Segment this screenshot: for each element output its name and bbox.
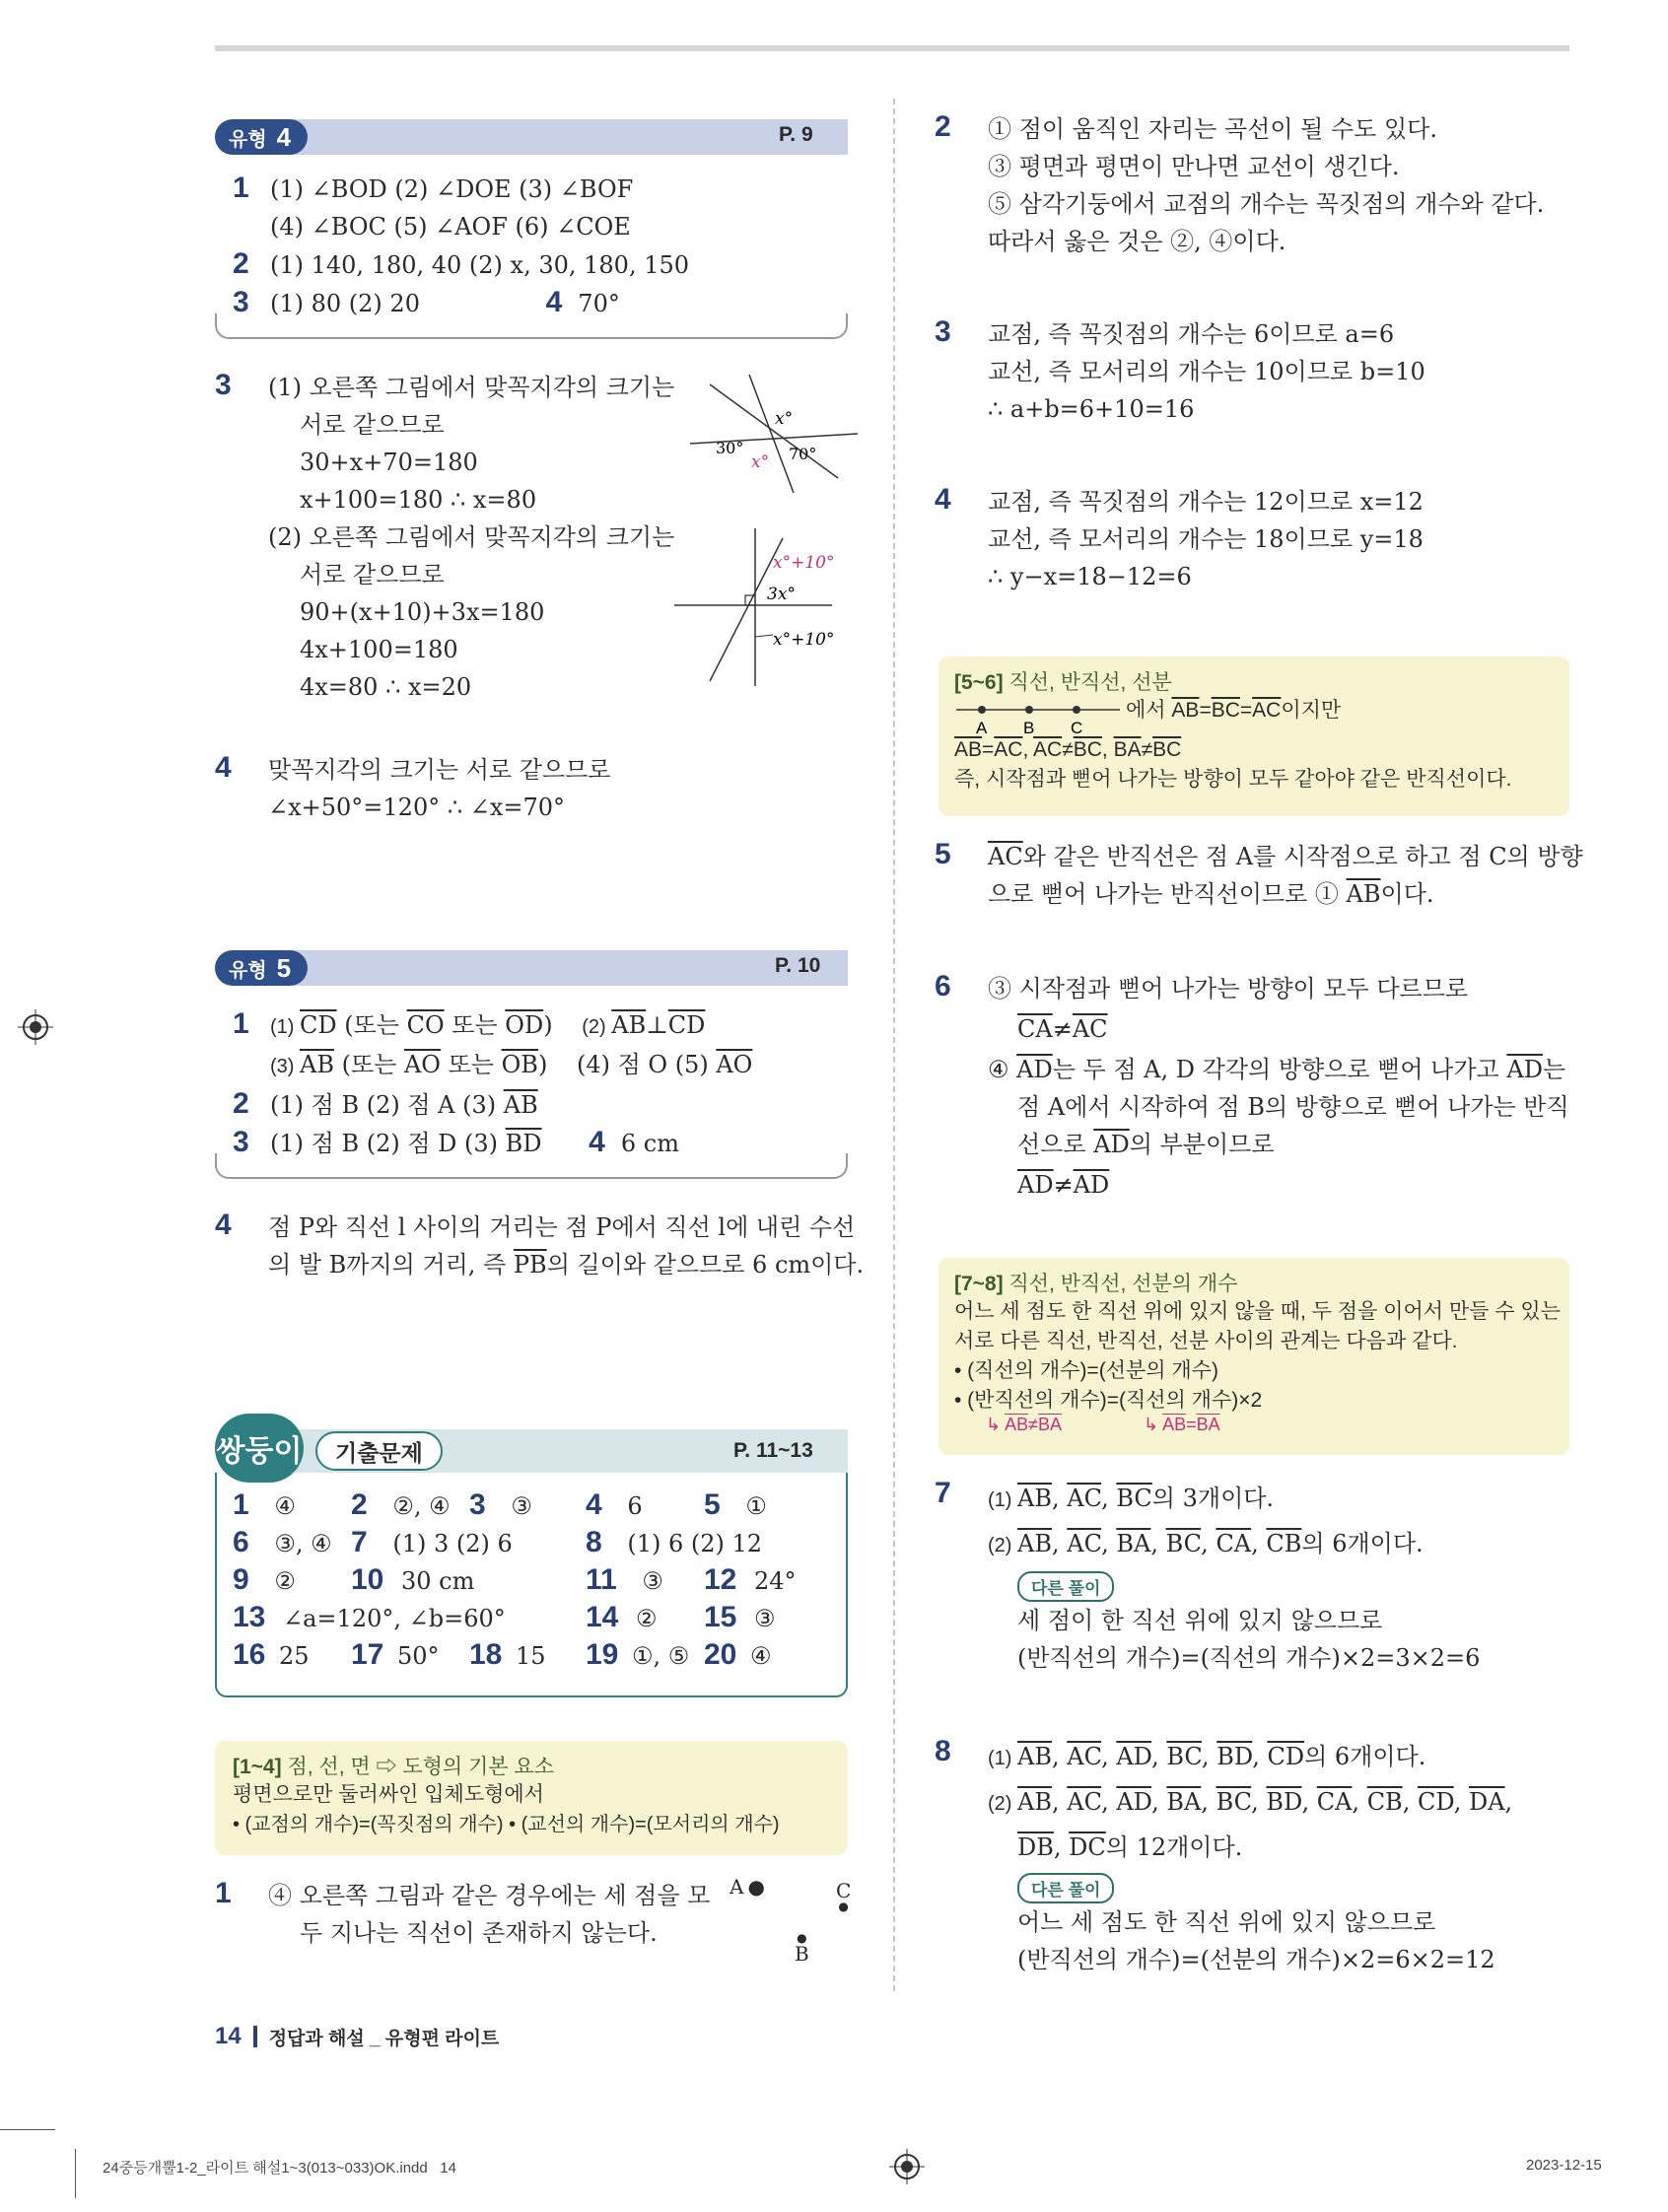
svg-text:B: B [1023,719,1035,735]
rsol3-number: 3 [935,315,951,348]
alt-solution-badge-7: 다른 풀이 [1017,1571,1114,1602]
fig2-label-x10-bottom: x°+10° [773,630,835,650]
type5-answers: 1 (1) $\overline{CD}$ (또는 $\overline{CO}$ 또는 $\overline{OD}$) (2) $\overline{AB}\perp\overline{CD}$ (3) $\overline{AB}$ (또는 $\overline{AO}$ 또는 $\overline{OB}$) (4) 점 O (5) $\overline{AO}$ 2 (1) 점 B (2) 점 A (3) $\overline{AB}$ 3 (1) 점 B (2) 점 D (3) $\overline{BD}$ 4 6 cm [233,1007,753,1158]
crop-mark-h [0,2129,55,2130]
angle-figure-2 [674,528,852,686]
column-divider [893,99,895,1991]
exam-row-4: 13 ∠a=120°, ∠b=60° 14 ② 15 ③ [233,1601,776,1633]
point-b: ● B [795,1931,809,1966]
top-rule [215,45,1569,51]
rsol8-number: 8 [935,1735,951,1767]
type5-tag: 유형 5 [215,950,308,986]
point-c: C ● [836,1879,852,1913]
print-date: 2023-12-15 [1526,2157,1602,2174]
fig2-label-x10-top: x°+10° [773,553,835,573]
rsol5-number: 5 [935,838,951,870]
exam-logo: 쌍둥이 [215,1414,304,1483]
rsol2-body: ① 점이 움직인 자리는 곡선이 될 수도 있다. ③ 평면과 평면이 만나면 교선이 생긴다. ⑤ 삼각기둥에서 교점의 개수는 꼭짓점의 개수와 같다. 따라서 옳은 것은 ②, ④이다. [988,115,1545,255]
fig2-label-3x: 3x° [767,585,796,604]
rsol7-number: 7 [935,1477,951,1509]
page-footer: 14 정답과 해설 _ 유형편 라이트 [215,2023,500,2049]
rsol4-body: 교점, 즉 꼭짓점의 개수는 12이므로 x=12 교선, 즉 모서리의 개수는 18이므로 y=18 ∴ y−x=18−12=6 [988,488,1424,590]
type5-bracket [215,1153,848,1179]
type4-tag: 유형 4 [215,119,308,155]
type4-bracket [215,313,848,339]
rsol5-body: $\overline{AC}$와 같은 반직선은 점 A를 시작점으로 하고 점 C의 방향 으로 뻗어 나가는 반직선이므로 ① $\overline{AB}$이다. [988,843,1583,908]
sol4-number: 4 [215,751,232,784]
registration-mark-left [18,1009,53,1045]
fig1-label-30: 30° [716,439,744,457]
rsol3-body: 교점, 즉 꼭짓점의 개수는 6이므로 a=6 교선, 즉 모서리의 개수는 10이므로 b=10 ∴ a+b=6+10=16 [988,320,1425,423]
sol4-body: 맞꼭지각의 크기는 서로 같으므로 ∠x+50°=120° ∴ ∠x=70° [268,756,611,821]
sol4b-number: 4 [215,1209,232,1241]
alt-solution-badge-8: 다른 풀이 [1017,1873,1114,1903]
exam-row-2: 6 ③, ④ 7 (1) 3 (2) 6 8 (1) 6 (2) 12 [233,1526,763,1558]
print-filename: 24중등개뿔1-2_라이트 해설1~3(013~033)OK.indd 14 [103,2160,456,2177]
exam-row-5: 16 25 17 50° 18 15 19 ①, ⑤ 20 ④ [233,1638,772,1671]
registration-mark-bottom [889,2149,925,2184]
type4-page: P. 9 [779,123,813,146]
type5-page: P. 10 [775,954,821,977]
type4-answers: 1 (1) ∠BOD (2) ∠DOE (3) ∠BOF (4) ∠BOC (5) ∠AOF (6) ∠COE 2 (1) 140, 180, 40 (2) x, 30, 180, 150 3 (1) 80 (2) 20 4 70° [233,172,690,318]
point-a: A ● [730,1875,765,1899]
sol3-number: 3 [215,369,232,401]
rsol8-body: (1) $\overline{AB}$, $\overline{AC}$, $\overline{AD}$, $\overline{BC}$, $\overline{BD}$, $\overline{CD}$의 6개이다. (2) $\overline{AB}$, $\overline{AC}$, $\overline{AD}$, $\overline{BA}$, $\overline{BC}$, $\overline{BD}$, $\overline{CA}$, $\overline{CB}$, $\overline{CD}$, $\overline{DA}$, $\overline{DB}$, $\overline{DC}$의 12개이다. 다른 풀이 어느 세 점도 한 직선 위에 있지 않으므로 (반직선의 개수)=(선분의 개수)×2=6×2=12 [988,1743,1513,1973]
rsol4-number: 4 [935,483,951,516]
exam-page: P. 11~13 [733,1439,813,1462]
fig1-label-x-top: x° [775,409,794,429]
sol1-number: 1 [215,1877,232,1909]
rsol2-number: 2 [935,110,951,143]
sol4b-body: 점 P와 직선 l 사이의 거리는 점 P에서 직선 l에 내린 수선 의 발 B까지의 거리, 즉 $\overline{PB}$의 길이와 같으므로 6 cm이다. [268,1213,865,1279]
exam-title: 기출문제 [315,1431,443,1471]
crop-mark-v [75,2149,76,2198]
type5-header [215,950,848,986]
svg-text:A: A [976,719,988,735]
svg-text:C: C [1071,719,1083,735]
rsol6-number: 6 [935,970,951,1002]
sol1-body: ④ 오른쪽 그림과 같은 경우에는 세 점을 모 두 지나는 직선이 존재하지 않는다. [268,1882,711,1947]
sol3-body: (1) 오른쪽 그림에서 맞꼭지각의 크기는 서로 같으므로 30+x+70=180 x+100=180 ∴ x=80 (2) 오른쪽 그림에서 맞꼭지각의 크기는 서로 같으므로 90+(x+10)+3x=180 4x+100=180 4x=80 ∴ x=20 [268,374,675,701]
abc-line [954,698,1122,735]
angle-figure-1 [690,375,858,493]
tip-box-5-6: [5~6] 직선, 반직선, 선분 A B C 에서 $\overline{AB}=\overline{BC}=\overline{AC}$이지만 $\overline{AB}=\overline{AC}$, $\overline{AC}\ne\overline{BC}$, $\overline{BA}\ne\overline{BC}$ 즉, 시작점과 뻗어 나가는 방향이 모두 같아야 같은 반직선이다. [938,657,1569,816]
tip-box-1-4: [1~4] 점, 선, 면 ⇨ 도형의 기본 요소 평면으로만 둘러싸인 입체도형에서 • (교점의 개수)=(꼭짓점의 개수) • (교선의 개수)=(모서리의 개수) [215,1741,848,1855]
type4-header [215,119,848,155]
fig1-label-70: 70° [789,445,817,463]
tip-box-7-8: [7~8] 직선, 반직선, 선분의 개수 어느 세 점도 한 직선 위에 있지 않을 때, 두 점을 이어서 만들 수 있는 서로 다른 직선, 반직선, 선분 사이의 관계는 다음과 같다. • (직선의 개수)=(선분의 개수) • (반직선의 개수)=(직선의 개수)×2 ↳ $\overline{AB}\ne\overline{BA}$ ↳ $\overline{AB}=\overline{BA}$ [938,1258,1569,1455]
rsol7-body: (1) $\overline{AB}$, $\overline{AC}$, $\overline{BC}$의 3개이다. (2) $\overline{AB}$, $\overline{AC}$, $\overline{BA}$, $\overline{BC}$, $\overline{CA}$, $\overline{CB}$의 6개이다. 다른 풀이 세 점이 한 직선 위에 있지 않으므로 (반직선의 개수)=(직선의 개수)×2=3×2=6 [988,1485,1481,1672]
rsol6-body: ③ 시작점과 뻗어 나가는 방향이 모두 다르므로 $\overline{CA}\ne\overline{AC}$ ④ $\overline{AD}$는 두 점 A, D 각각의 방향으로 뻗어 나가고 $\overline{AD}$는 점 A에서 시작하여 점 B의 방향으로 뻗어 나가는 반직 선으로 $\overline{AD}$의 부분이므로 $\overline{AD}\ne\overline{AD}$ [988,975,1569,1199]
fig1-label-x-bottom: x° [751,452,770,472]
exam-row-3: 9 ② 10 30 cm 11 ③ 12 24° [233,1563,797,1596]
exam-row-1: 1 ④ 2 ②, ④ 3 ③ 4 6 5 ① [233,1488,767,1521]
